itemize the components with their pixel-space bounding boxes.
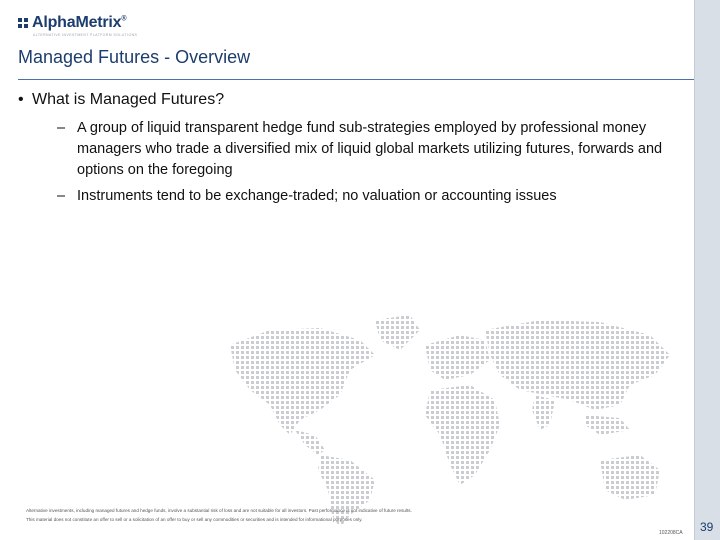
sub-bullet-item: – A group of liquid transparent hedge fund sub-strategies employed by professional money managers who trade a diversified mix of liquid global markets utilizing futures, forwards and options on the foregoing — [57, 120, 663, 178]
right-sidebar-band — [694, 0, 720, 540]
disclaimer-line: This material does not constitute an offer to sell or a solicitation of an offer to buy or sell any commodities or securities and is intended for informational purposes only. — [26, 517, 363, 522]
logo-mark-icon — [18, 18, 29, 29]
dash-icon: – — [57, 120, 66, 136]
dash-icon: – — [57, 188, 66, 204]
logo-text: AlphaMetrix® — [32, 14, 127, 31]
page-number: 39 — [700, 520, 714, 534]
page-title: Managed Futures - Overview — [18, 47, 251, 67]
disclaimer-line: Alternative investments, including managed futures and hedge funds, involve a substantial risk of loss and are not suitable for all investors. Past performance is not indicative of future results. — [26, 508, 412, 513]
world-map-dotted-background — [200, 300, 680, 530]
bullet-item: • What is Managed Futures? — [18, 91, 225, 108]
bullet-dot-icon: • — [18, 91, 24, 108]
document-code: 102208CA — [659, 530, 683, 536]
logo-tagline: ALTERNATIVE INVESTMENT PLATFORM SOLUTIONS — [33, 33, 138, 37]
title-divider — [18, 79, 694, 80]
sub-bullet-item: – Instruments tend to be exchange-traded; no valuation or accounting issues — [57, 186, 697, 207]
